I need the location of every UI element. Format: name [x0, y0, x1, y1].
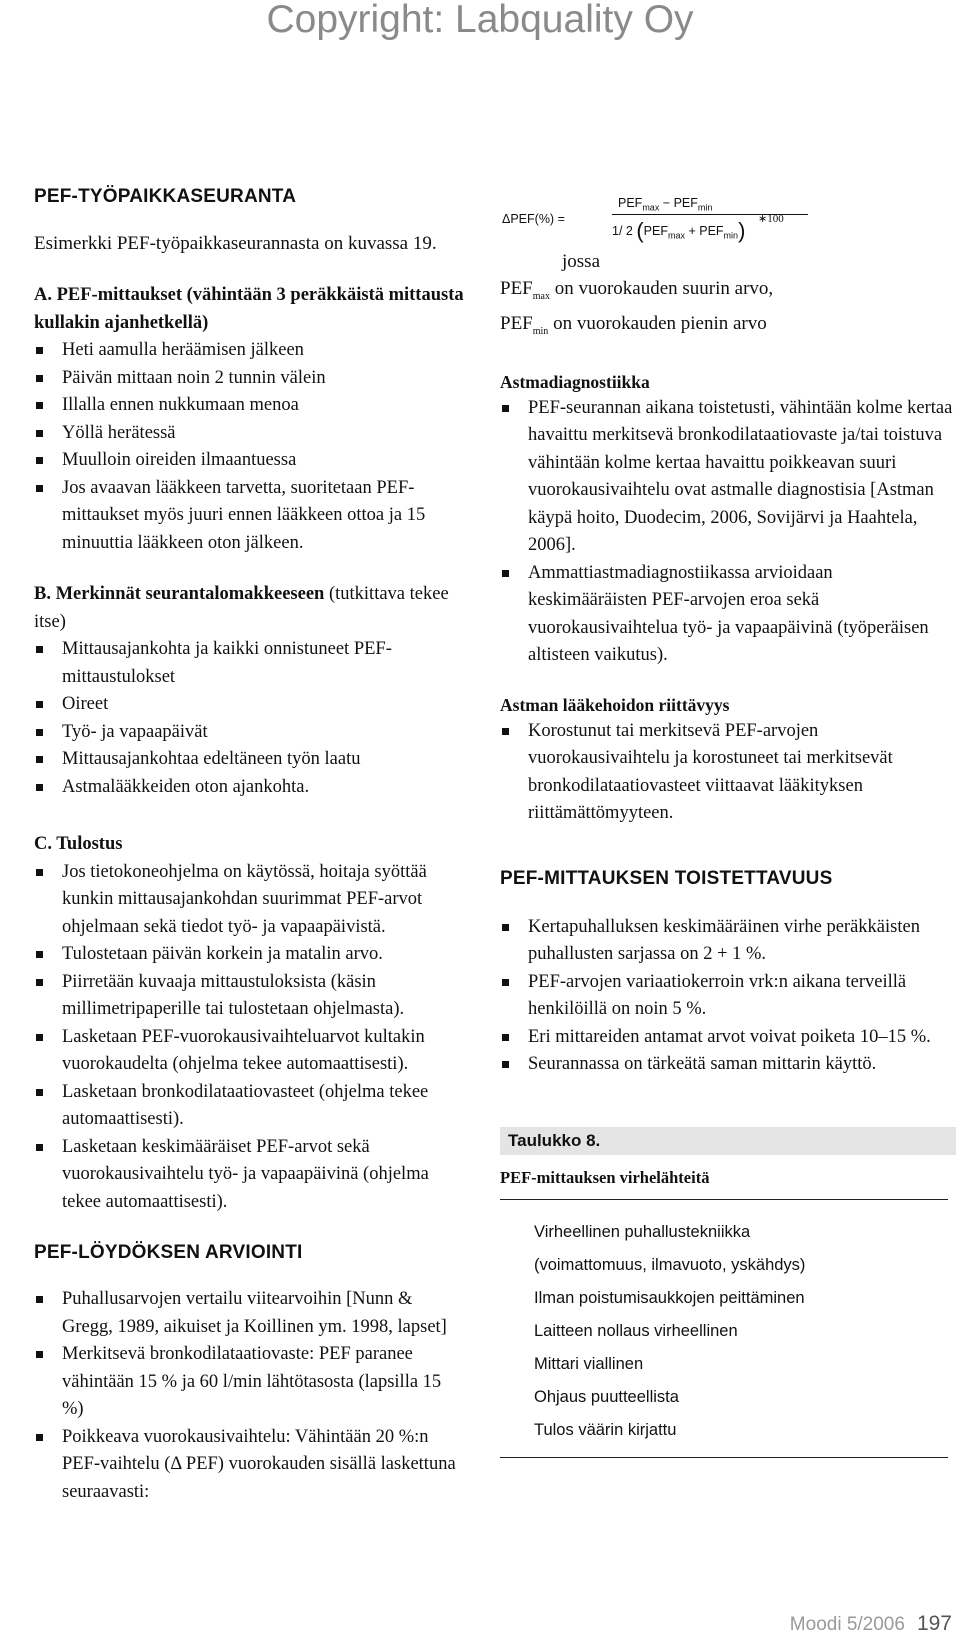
journal-issue: Moodi 5/2006	[789, 1614, 905, 1635]
list-item: Heti aamulla heräämisen jälkeen	[34, 337, 464, 365]
def-max-text: on vuorokauden suurin arvo,	[549, 278, 774, 299]
formula-multiplier: ∗100	[758, 213, 784, 225]
formula-denominator: 1/ 2 $(PEF_{max} + PEF_{min})$	[612, 218, 746, 243]
list-item: PEF-seurannan aikana toistetusti, vähintään kolme kertaa havaittu merkitsevä bronkodilataatiovaste ja/tai toistuva vähintään kolme kertaa havaittu poikkeavan suuri vuorokausivaihtelu ovat astmalle diagnostisia [Astman käypä hoito, Duodecim, 2006, Sovijärvi ja Haahtela, 2006].	[500, 395, 956, 560]
def-min-sub: min	[532, 325, 549, 337]
def-max-pef: PEF	[500, 278, 533, 299]
table-row: (voimattomuus, ilmavuoto, yskähdys)	[534, 1255, 806, 1274]
list-item: Oireet	[34, 691, 464, 719]
list-item: Piirretään kuvaaja mittaustuloksista (käsin millimetripaperille tai tulostetaan ohjelmasta).	[34, 969, 464, 1024]
formula-num-b-sub: min	[697, 202, 713, 213]
def-max-sub: max	[532, 290, 550, 302]
formula-numerator	[618, 196, 712, 213]
table-row: Mittari viallinen	[534, 1354, 644, 1373]
right-column	[500, 196, 956, 1458]
def-min-text: on vuorokauden pienin arvo	[548, 312, 767, 334]
heading-toistettavuus: PEF-MITTAUKSEN TOISTETTAVUUS	[500, 867, 833, 889]
list-item: Päivän mittaan noin 2 tunnin välein	[34, 365, 464, 393]
formula-den-pre: 1/ 2	[612, 224, 637, 238]
table-caption: PEF-mittauksen virhelähteitä	[500, 1167, 710, 1187]
section-b-title	[34, 581, 464, 636]
list-item: Yöllä herätessä	[34, 420, 464, 448]
section-c	[34, 831, 464, 1216]
page-number: 197	[916, 1612, 952, 1635]
copyright-watermark: Copyright: Labquality Oy	[266, 0, 694, 41]
table-body	[500, 1200, 956, 1457]
delta-pef-formula	[500, 196, 956, 246]
list-item: Eri mittareiden antamat arvot voivat poiketa 10–15 %.	[500, 1024, 956, 1052]
section-b-title-rest: (tutkittava tekee itse)	[34, 584, 449, 632]
list-item: Tulostetaan päivän korkein ja matalin arvo.	[34, 941, 464, 969]
section-a	[34, 282, 464, 557]
definition-max	[500, 275, 956, 310]
section-c-title: C. Tulostus	[34, 834, 123, 854]
list-item: Lasketaan PEF-vuorokausivaihteluarvot kultakin vuorokaudelta (ohjelma tekee automaattisesti).	[34, 1024, 464, 1079]
list-item: Lasketaan bronkodilataatiovasteet (ohjelma tekee automaattisesti).	[34, 1079, 464, 1134]
def-min-pef: PEF	[500, 312, 533, 334]
list-item: Jos tietokoneohjelma on käytössä, hoitaja syöttää kunkin mittausajankohdan suurimmat PEF-arvot ohjelmaan sekä tiedot työ- ja vapaapäivistä.	[34, 859, 464, 942]
list-item: Työ- ja vapaapäivät	[34, 719, 464, 747]
list-item: Puhallusarvojen vertailu viitearvoihin [Nunn & Gregg, 1989, aikuiset ja Koillinen ym. 1998, lapset]	[34, 1286, 464, 1341]
heading-pef-loydoksen-arviointi: PEF-LÖYDÖKSEN ARVIOINTI	[34, 1242, 303, 1263]
list-item: Ammattiastmadiagnostiikassa arvioidaan keskimääräisten PEF-arvojen eroa sekä vuorokausivaihtelua työ- ja vapaapäivinä (työperäisen altisteen vaikutus).	[500, 560, 956, 670]
astmadiagnostiikka-title: Astmadiagnostiikka	[500, 371, 650, 392]
list-item: Lasketaan keskimääräiset PEF-arvot sekä vuorokausivaihtelu työ- ja vapaapäivinä (ohjelma tekee automaattisesti).	[34, 1134, 464, 1217]
laakehoito-list	[500, 718, 956, 828]
left-column	[34, 186, 464, 1506]
list-item: Mittausajankohta ja kaikki onnistuneet PEF-mittaustulokset	[34, 636, 464, 691]
formula-den-plus: + PEF	[684, 224, 724, 238]
list-item: Korostunut tai merkitsevä PEF-arvojen vuorokausivaihtelu ja korostuneet tai merkitsevät bronkodilataatiovasteet viittaavat lääkityksen riittämättömyyteen.	[500, 718, 956, 828]
list-item: Seurannassa on tärkeätä saman mittarin käyttö.	[500, 1051, 956, 1079]
evaluation-list	[34, 1286, 464, 1506]
list-item: Mittausajankohtaa edeltäneen työn laatu	[34, 746, 464, 774]
intro-text: Esimerkki PEF-työpaikkaseurannasta on kuvassa 19.	[34, 233, 437, 254]
table-row: Laitteen nollaus virheellinen	[534, 1321, 738, 1340]
table-row: Ilman poistumisaukkojen peittäminen	[534, 1288, 805, 1307]
toistettavuus-list	[500, 914, 956, 1079]
formula-den-a-sub: max	[667, 230, 685, 241]
table-bottom-rule	[500, 1457, 948, 1458]
formula-num-a-sub: max	[642, 202, 660, 213]
definition-min	[500, 310, 956, 345]
astmadiagnostiikka-list	[500, 395, 956, 670]
formula-den-b-sub: min	[723, 230, 739, 241]
section-a-title: A. PEF-mittaukset (vähintään 3 peräkkäistä mittausta kullakin ajanhetkellä)	[34, 285, 464, 333]
list-item: Astmalääkkeiden oton ajankohta.	[34, 774, 464, 802]
formula-num-minus: − PEF	[659, 196, 698, 210]
section-b	[34, 581, 464, 801]
jossa-text: jossa	[562, 251, 600, 272]
list-item: Jos avaavan lääkkeen tarvetta, suoritetaan PEF-mittaukset myös juuri ennen lääkkeen ottoa ja 15 minuuttia lääkkeen oton jälkeen.	[34, 475, 464, 558]
heading-pef-tyopaikkaseuranta: PEF-TYÖPAIKKASEURANTA	[34, 186, 297, 207]
formula-lhs: ΔPEF(%) =	[502, 212, 565, 226]
formula-den-a: PEF	[643, 224, 668, 238]
list-item: Illalla ennen nukkumaan menoa	[34, 392, 464, 420]
list-item: PEF-arvojen variaatiokerroin vrk:n aikana terveillä henkilöillä on noin 5 %.	[500, 969, 956, 1024]
laakehoito-title: Astman lääkehoidon riittävyys	[500, 694, 730, 715]
list-item: Muulloin oireiden ilmaantuessa	[34, 447, 464, 475]
page-footer	[790, 1612, 952, 1636]
table-row: Tulos väärin kirjattu	[534, 1420, 677, 1439]
list-item: Poikkeava vuorokausivaihtelu: Vähintään 20 %:n PEF-vaihtelu (Δ PEF) vuorokauden sisällä laskettuna seuraavasti:	[34, 1424, 464, 1507]
table-row: Virheellinen puhallustekniikka	[534, 1222, 751, 1241]
section-b-list	[34, 636, 464, 801]
table-row: Ohjaus puutteellista	[534, 1387, 679, 1406]
section-b-title-bold: B. Merkinnät seurantalomakkeeseen	[34, 584, 325, 604]
section-a-list	[34, 337, 464, 557]
list-item: Kertapuhalluksen keskimääräinen virhe peräkkäisten puhallusten sarjassa on 2 + 1 %.	[500, 914, 956, 969]
section-c-list	[34, 859, 464, 1217]
table-label: Taulukko 8.	[500, 1127, 956, 1155]
list-item: Merkitsevä bronkodilataatiovaste: PEF paranee vähintään 15 % ja 60 l/min lähtötasosta (lapsilla 15 %)	[34, 1341, 464, 1424]
formula-num-a: PEF	[618, 196, 643, 210]
